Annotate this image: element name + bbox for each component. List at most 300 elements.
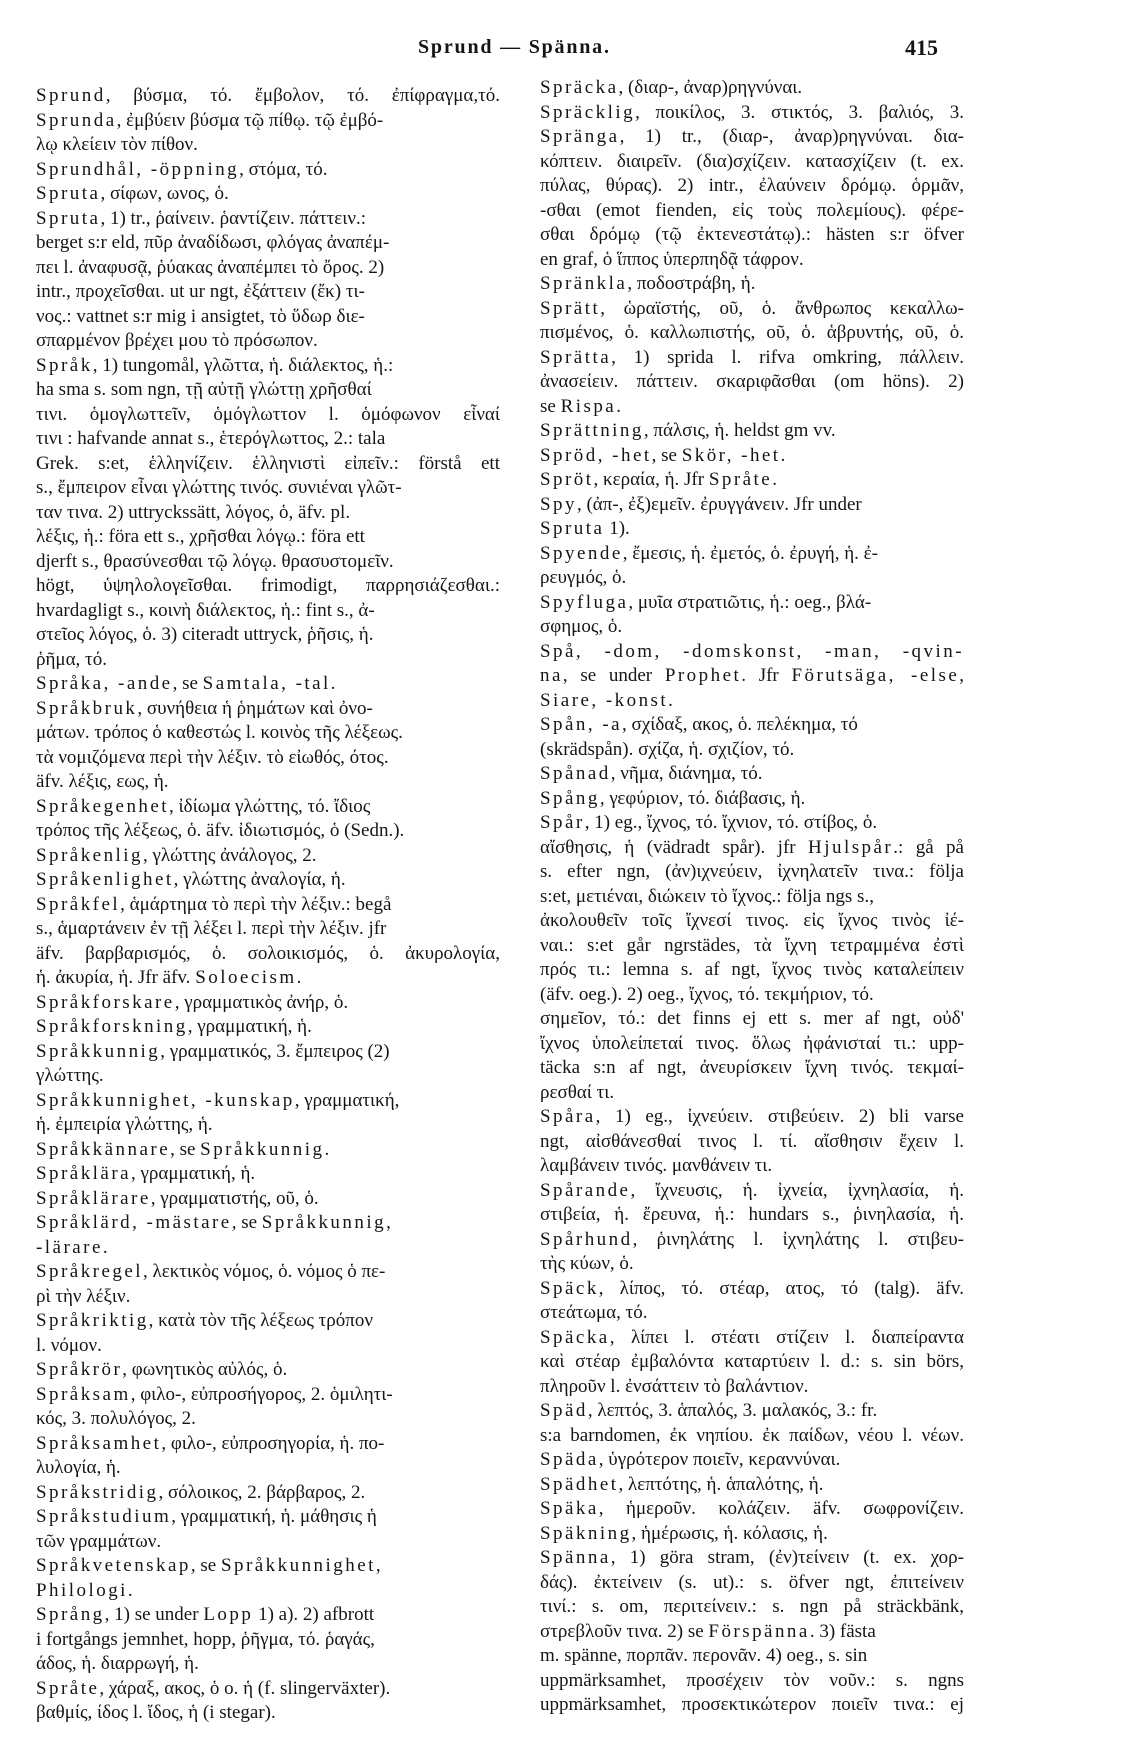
entry-line	[36, 868, 500, 893]
line-text: λέξις, ἡ.: föra ett s., χρῆσθαι λόγῳ.: föra ett	[36, 526, 365, 547]
entry-line	[540, 689, 964, 714]
line-text: se	[540, 395, 561, 417]
headword: Språkkännare	[36, 1138, 171, 1160]
line-text: s., ἔμπειρον εἶναι γλώττης τινός. συνιέναι γλῶτ-	[36, 477, 402, 498]
line-text: en graf, ὁ ἵππος ὑπερπηδᾷ τάφρον.	[540, 248, 804, 270]
line-text: .	[616, 395, 621, 417]
entry-line	[36, 1358, 500, 1383]
entry-line	[540, 958, 964, 983]
entry-line	[540, 1375, 964, 1400]
headword: Späcka	[540, 1326, 610, 1348]
headword: Spårhund	[540, 1228, 633, 1250]
entry-line	[36, 550, 500, 575]
line-text: , κατὰ τὸν τῆς λέξεως τρόπον	[148, 1310, 373, 1331]
entry-line	[540, 321, 964, 346]
entry-line	[540, 1448, 964, 1473]
headword: Spånad	[540, 763, 611, 784]
headword: Språkkunnig	[36, 1040, 161, 1062]
entry-line	[36, 1383, 500, 1408]
entry-line	[540, 1301, 964, 1326]
line-text: , λεκτικὸς νόμος, ὁ. νόμος ὁ πε-	[143, 1261, 386, 1282]
line-text: , γεφύριον, τό. διάβασις, ἡ.	[599, 787, 806, 809]
line-text: , μυῖα στρατιῶτις, ἡ.: oeg., βλά-	[628, 591, 872, 613]
entry-line	[540, 395, 964, 420]
headword: Språkkunnig	[200, 1138, 325, 1160]
entry-line	[540, 1007, 964, 1032]
line-text: , λίπος, τό. στέαρ, ατος, τό (talg). äfv.	[598, 1277, 964, 1299]
line-text: , ἁμάρτημα τὸ περὶ τὴν λέξιν.: begå	[120, 893, 392, 915]
entry-line	[36, 525, 500, 550]
line-text: , ἡμεροῦν. κολάζειν. äfv. σωφρονίζειν.	[598, 1498, 964, 1519]
entry-line	[36, 1236, 500, 1261]
entry-line	[540, 836, 964, 861]
line-text: , σχίδαξ, ακος, ὁ. πελέκημα, τό	[622, 714, 858, 735]
line-text: .	[772, 469, 777, 490]
entry-line	[36, 158, 500, 183]
line-text: , se	[190, 1555, 221, 1576]
line-text: τινι. ὁμογλωττεῖν, ὁμόγλωττον l. ὁμόφωνον εἶναί	[36, 403, 500, 425]
headword: Språkstudium	[36, 1506, 172, 1527]
line-text: högt, ὑψηλολογεῖσθαι. frimodigt, παρρησιάζεσθαι.:	[36, 575, 500, 596]
entry-line	[36, 844, 500, 869]
line-text: s:a barndomen, ἐκ νηπίου. ἐκ παίδων, νέου l. νέων.	[540, 1424, 964, 1446]
headword: Späkning	[540, 1522, 632, 1544]
entry-line	[36, 1677, 500, 1702]
entry-line	[540, 272, 964, 297]
entry-line	[36, 1628, 500, 1653]
entry-line	[36, 623, 500, 648]
line-text: πύλας, θύρας). 2) intr., ἐλαύνειν δρόμῳ. ὁρμᾶν,	[540, 175, 964, 196]
line-text: , κεραία, ἡ. Jfr	[593, 469, 709, 490]
line-text: ρεσθαί τι.	[540, 1081, 615, 1103]
line-text: στρεβλοῦν τινα. 2) se	[540, 1620, 709, 1642]
entry-line	[540, 860, 964, 885]
line-text: i fortgångs jemnhet, hopp, ῥῆγμα, τό. ῥαγάς,	[36, 1628, 375, 1650]
line-text: δάς). ἐκτείνειν (s. ut).: s. öfver ngt, ἐπιτείνειν	[540, 1571, 964, 1593]
line-text: .	[668, 689, 673, 711]
line-text: äfv. βαρβαρισμός, ὁ. σολοικισμός, ὁ. ἀκυρολογία,	[36, 942, 500, 964]
line-text: täcka s:n af ngt, ἀνευρίσκειν ἴχνη τινός. τεκμαί-	[540, 1057, 964, 1078]
entry-line	[540, 1522, 964, 1547]
headword: Spår	[540, 812, 585, 833]
headword: Språk	[36, 354, 93, 376]
headword: Språkregel	[36, 1261, 143, 1282]
entry-line	[540, 1105, 964, 1130]
line-text: , (ἀπ-, ἐξ)εμεῖν. ἐρυγγάνειν. Jfr under	[576, 493, 862, 515]
entry-line	[540, 346, 964, 371]
headword: Samtala, -tal	[202, 673, 331, 694]
entry-line	[36, 501, 500, 526]
line-text: , γλώττης ἀνάλογος, 2.	[143, 844, 317, 866]
headword: Sprätta	[540, 346, 612, 368]
entry-line	[36, 942, 500, 967]
headword: Språte	[708, 469, 773, 490]
line-text: ,	[386, 1212, 391, 1233]
line-text: .	[330, 673, 336, 694]
headword: Förspänna	[708, 1620, 810, 1642]
line-text: ρευγμός, ὁ.	[540, 567, 627, 588]
entry-line	[540, 738, 964, 763]
entry-line	[540, 199, 964, 224]
line-text: .	[296, 967, 302, 988]
line-text: ἡ. ἀκυρία, ἡ. Jfr äfv.	[36, 967, 196, 988]
headword: Språte	[36, 1677, 100, 1699]
entry-line	[36, 476, 500, 501]
headword: Språklärd, -mästare	[36, 1212, 232, 1233]
headword: Spräcklig	[540, 101, 636, 123]
entry-line	[540, 1277, 964, 1302]
line-text: ἡ. ἐμπειρία γλώττης, ἡ.	[36, 1114, 213, 1135]
line-text: , se	[651, 444, 682, 466]
line-text: , 1) tungomål, γλῶττα, ἡ. διάλεκτος, ἡ.:	[92, 354, 394, 376]
headword: Språkriktig	[36, 1310, 149, 1331]
line-text: τρόπος τῆς λέξεως, ὁ. äfv. ἰδιωτισμός, ὁ (Sedn.).	[36, 820, 405, 841]
entry-line	[36, 599, 500, 624]
entry-line	[540, 1228, 964, 1253]
line-text: βαθμίς, ίδος l. ἴδος, ἡ (i stegar).	[36, 1702, 276, 1723]
headword: Språkforskning	[36, 1016, 188, 1037]
line-text: -σθαι (emot fienden, εἰς τοὺς πολεμίους). φέρε-	[540, 199, 964, 221]
entry-line	[36, 917, 500, 942]
line-text: , 1) eg., ἴχνος, τό. ἴχνιον, τό. στίβος, ὁ.	[584, 812, 878, 833]
headword: Förutsäga, -else	[791, 665, 960, 686]
entry-line	[36, 182, 500, 207]
line-text: άδος, ἡ. διαρρωγή, ἡ.	[36, 1653, 199, 1674]
headword: Spräcka	[540, 77, 619, 98]
entry-line	[36, 84, 500, 109]
headword: Spyfluga	[540, 591, 629, 613]
entry-line	[36, 256, 500, 281]
entry-line	[36, 721, 500, 746]
line-text: ἴχνος ὑπολείπεταί τινος. ὅλως ἠφάνισταί τι.: upp-	[540, 1032, 964, 1054]
headword: Spröd, -het	[540, 444, 652, 466]
line-text: s., ἁμαρτάνειν ἐν τῇ λέξει l. περὶ τὴν λέξιν. jfr	[36, 918, 387, 939]
line-text: l. νόμον.	[36, 1334, 102, 1356]
entry-line	[36, 1579, 500, 1604]
entry-line	[540, 1595, 964, 1620]
line-text: ἀνασείειν. πάττειν. σκαριφᾶσθαι (om höns). 2)	[540, 371, 964, 392]
line-text: , πάλσις, ἡ. heldst gm vv.	[643, 420, 836, 441]
entry-line	[540, 468, 964, 493]
headword: Språkrör	[36, 1359, 123, 1380]
headword: Philologi	[36, 1579, 128, 1601]
headword: Språkkunnig	[261, 1212, 387, 1233]
entry-line	[36, 966, 500, 991]
line-text: σθαι δρόμῳ (τῷ ἐκτενεστάτῳ).: hästen s:r öfver	[540, 224, 964, 245]
entry-line	[540, 1620, 964, 1645]
headword: Språkkunnighet, -kunskap	[36, 1089, 295, 1111]
line-text: πληροῦν l. ἐνσάττειν τὸ βαλάντιον.	[540, 1375, 809, 1397]
line-text: ἀκολουθεῖν τοῖς ἴχνεσί τινος. εἰς ἴχνος τινὸς ἰέ-	[540, 910, 964, 931]
headword: Språklära	[36, 1163, 132, 1184]
headword: Spårande	[540, 1179, 631, 1201]
page-number: 415	[905, 35, 938, 60]
entry-line	[36, 280, 500, 305]
entry-line	[540, 811, 964, 836]
line-text: , σίφων, ωνος, ὁ.	[100, 183, 229, 204]
line-text: , νῆμα, διάνημα, τό.	[610, 763, 763, 784]
entry-line	[540, 664, 964, 689]
line-text: λαμβάνειν τινός. μανθάνειν τι.	[540, 1155, 773, 1176]
entry-line	[36, 1456, 500, 1481]
line-text: σπαρμένον βρέχει μου τὸ πρόσωπον.	[36, 330, 318, 351]
line-text: σημεῖον, τό.: det finns ej ett s. mer af ngt, οὐδ'	[540, 1008, 964, 1029]
line-text: , ἐμβύειν βύσμα τῷ πίθῳ. τῷ ἐμβό-	[116, 109, 384, 131]
entry-line	[540, 542, 964, 567]
headword: -lärare	[36, 1236, 103, 1258]
line-text: , γραμματική, ἡ. μάθησις ἡ	[171, 1506, 377, 1527]
line-text: αἴσθησις, ἡ (vädradt spår). jfr	[540, 836, 809, 858]
headword: Språkenlig	[36, 844, 144, 866]
line-text: στιβεία, ἡ. ἔρευνα, ἡ.: hundars s., ῥινηλασία, ἡ.	[540, 1204, 964, 1225]
line-text: . Jfr	[741, 665, 792, 686]
entry-line	[36, 1432, 500, 1457]
line-text: ,	[959, 665, 964, 686]
line-text: , ἰδίωμα γλώττης, τό. ἴδιος	[169, 795, 371, 817]
entry-line	[36, 991, 500, 1016]
line-text: ῥῆμα, τό.	[36, 648, 107, 670]
line-text: (skrädspån). σχίζα, ἡ. σχιζίον, τό.	[540, 738, 795, 760]
entry-line	[540, 983, 964, 1008]
line-text: , se under	[562, 665, 665, 686]
headword: Spruta	[36, 183, 101, 204]
entry-line	[36, 1064, 500, 1089]
line-text: , ἔμεσις, ἡ. ἐμετός, ὁ. ἐρυγή, ἡ. ἐ-	[622, 542, 878, 564]
line-text: , φιλο-, εὐπροσηγορία, ἡ. πο-	[161, 1432, 385, 1454]
line-text: , γραμματικός, 3. ἔμπειρος (2)	[160, 1040, 390, 1062]
entry-line	[36, 1530, 500, 1555]
entry-line	[36, 1162, 500, 1187]
headword: Spång	[540, 787, 600, 809]
entry-line	[36, 1285, 500, 1310]
running-title: Sprund — Spänna.	[418, 36, 611, 58]
line-text: , 1) tr., ῥαίνειν. ῥαντίζειν. πάττειν.:	[100, 207, 366, 229]
headword: Späka	[540, 1498, 599, 1519]
entry-line	[540, 248, 964, 273]
line-text: , ποδοστράβη, ἡ.	[627, 273, 756, 294]
entry-line	[540, 101, 964, 126]
headword: Sprättning	[540, 420, 644, 441]
line-text: , γραμματιστής, οῦ, ὁ.	[150, 1187, 319, 1209]
line-text: , 1) göra stram, (ἐν)τείνειν (t. ex. χορ-	[610, 1547, 964, 1568]
line-text: 1) a). 2) afbrott	[253, 1604, 375, 1625]
line-text: , γραμματικὸς ἀνήρ, ὁ.	[174, 991, 349, 1013]
entry-line	[540, 1546, 964, 1571]
line-text: , συνήθεια ἡ ῥημάτων καὶ ὀνο-	[137, 697, 373, 719]
line-text: (äfv. oeg.). 2) oeg., ἴχνος, τό. τεκμήριον, τό.	[540, 983, 874, 1005]
line-text: , ἡμέρωσις, ἡ. κόλασις, ἡ.	[631, 1522, 828, 1544]
right-column	[540, 76, 964, 1718]
line-text: , 1) tr., (διαρ-, ἀναρ)ρηγνύναι. δια-	[619, 126, 964, 147]
headword: Språkforskare	[36, 991, 175, 1013]
line-text: uppmärksamhet, προσεκτικώτερον ποιεῖν τινα.: ej	[540, 1694, 964, 1715]
line-text: , χάραξ, ακος, ὁ o. ἡ (f. slingerväxter).	[99, 1677, 391, 1699]
entry-line	[36, 207, 500, 232]
line-text: , φιλο-, εὐπροσήγορος, 2. ὁμιλητι-	[130, 1383, 393, 1405]
entry-line	[540, 934, 964, 959]
entry-line	[540, 76, 964, 101]
line-text: τὰ νομιζόμενα περὶ τὴν λέξιν. τὸ εἰωθός, ότος.	[36, 746, 389, 768]
line-text: , γλώττης ἀναλογία, ἡ.	[173, 869, 346, 890]
headword: Språkstridig	[36, 1481, 159, 1503]
line-text: .	[102, 1236, 108, 1258]
line-text: ha sma s. som ngn, τῇ αὐτῇ γλώττῃ χρῆσθαί	[36, 379, 372, 400]
line-text: , στόμα, τό.	[239, 158, 328, 180]
headword: Siare, -konst	[540, 689, 669, 711]
entry-line	[36, 893, 500, 918]
line-text: Grek. s:et, ἑλληνίζειν. ἑλληνιστὶ εἰπεῖν.: förstå ett	[36, 452, 500, 474]
headword: Språklärare	[36, 1187, 151, 1209]
line-text: , σόλοικος, 2. βάρβαρος, 2.	[158, 1481, 366, 1503]
line-text: .	[127, 1579, 133, 1601]
headword: Lopp	[203, 1604, 254, 1625]
headword: Spå, -dom, -domskonst, -man, -qvin-	[540, 640, 964, 662]
line-text: , ὡραϊστής, οῦ, ὁ. ἄνθρωπος κεκαλλω-	[600, 297, 964, 319]
line-text: πρός τι.: lemna s. af ngt, ἴχνος τινὸς καταλείπειν	[540, 959, 964, 980]
headword: Soloecism	[195, 967, 297, 988]
entry-line	[540, 909, 964, 934]
headword: Hjulspår	[808, 836, 894, 858]
line-text: s:et, μετιέναι, διώκειν τὸ ἴχνος.: följa ngs s.,	[540, 885, 874, 907]
line-text: , γραμματική, ἡ.	[131, 1163, 256, 1184]
headword: Spån, -a	[540, 714, 623, 735]
entry-line	[36, 305, 500, 330]
line-text: 1).	[604, 518, 630, 539]
headword: Spänna	[540, 1547, 611, 1568]
entry-line	[36, 574, 500, 599]
entry-line	[36, 1309, 500, 1334]
entry-line	[540, 1056, 964, 1081]
entry-line	[540, 566, 964, 591]
line-text: ,	[375, 1555, 381, 1576]
line-text: , se	[231, 1212, 262, 1233]
entry-line	[540, 1179, 964, 1204]
line-text: τὴς κύων, ὁ.	[540, 1253, 634, 1274]
line-text: , λίπει l. στέατι στίζειν l. διαπείραντα	[609, 1326, 964, 1348]
line-text: , γραμματική, ἡ.	[187, 1016, 312, 1037]
headword: Språkegenhet	[36, 795, 170, 817]
line-text: .	[780, 444, 786, 466]
entry-line	[36, 427, 500, 452]
entry-line	[540, 885, 964, 910]
entry-line	[36, 231, 500, 256]
entry-line	[36, 1015, 500, 1040]
headword: Sprund	[36, 85, 106, 106]
line-text: intr., προχεῖσθαι. ut ur ngt, ἐξάττειν (ἔκ) τι-	[36, 281, 365, 302]
entry-line	[36, 1701, 500, 1726]
headword: Spränkla	[540, 273, 628, 294]
entry-line	[36, 746, 500, 771]
entry-line	[540, 1252, 964, 1277]
line-text: γλώττης.	[36, 1065, 104, 1086]
entry-line	[36, 1089, 500, 1114]
line-text: , λεπτότης, ἡ. ἁπαλότης, ἡ.	[618, 1473, 824, 1495]
line-text: ναι.: s:et går ngrstädes, τὰ ἴχνη τετραμμένα ἐστὶ	[540, 934, 964, 956]
entry-line	[36, 452, 500, 477]
headword: Spädhet	[540, 1473, 619, 1495]
entry-line	[36, 354, 500, 379]
headword: Spruta	[540, 518, 605, 539]
line-text: ρὶ τὴν λέξιν.	[36, 1285, 131, 1307]
line-text: , ἴχνευσις, ἡ. ἰχνεία, ἰχνηλασία, ἡ.	[630, 1179, 964, 1201]
line-text: στεάτωμα, τό.	[540, 1302, 648, 1323]
entry-line	[36, 403, 500, 428]
line-text: , se	[172, 673, 203, 694]
line-text: μάτων. τρόπος ὁ καθεστώς l. κοινὸς τῆς λέξεως.	[36, 722, 403, 743]
headword: Språksamhet	[36, 1432, 162, 1454]
line-text: äfv. λέξις, εως, ἡ.	[36, 771, 169, 792]
line-text: καὶ στέαρ ἐμβαλόντα καταρτύειν l. d.: s. sin börs,	[540, 1351, 964, 1372]
entry-line	[540, 713, 964, 738]
line-text: , (διαρ-, ἀναρ)ρηγνύναι.	[618, 77, 803, 98]
line-text: .	[324, 1138, 330, 1160]
entry-line	[36, 648, 500, 673]
entry-line	[36, 819, 500, 844]
headword: Språksam	[36, 1383, 131, 1405]
entry-line	[540, 1497, 964, 1522]
entry-line	[36, 1187, 500, 1212]
headword: Rispa	[560, 395, 617, 417]
entry-line	[36, 1652, 500, 1677]
line-text: , γραμματική,	[294, 1089, 400, 1111]
headword: Späda	[540, 1449, 599, 1470]
line-text: τῶν γραμμάτων.	[36, 1530, 162, 1552]
line-text: πει l. ἀναφυσᾷ, ῥύακας ἀναπέμπει τὸ ὄρος. 2)	[36, 256, 385, 278]
headword: Prophet	[664, 665, 742, 686]
headword: Spyende	[540, 542, 623, 564]
left-column	[36, 84, 500, 1726]
entry-line	[36, 770, 500, 795]
line-text: στεῖος λόγος, ὁ. 3) citeradt uttryck, ῥῆσις, ἡ.	[36, 624, 374, 645]
headword: Språkkunnighet	[220, 1555, 376, 1576]
entry-line	[540, 1130, 964, 1155]
entry-line	[540, 174, 964, 199]
line-text: .: gå på	[893, 836, 964, 858]
headword: Spruta	[36, 207, 101, 229]
entry-line	[36, 672, 500, 697]
line-text: κός, 3. πολυλόγος, 2.	[36, 1408, 196, 1429]
entry-line	[540, 150, 964, 175]
entry-line	[540, 297, 964, 322]
line-text: hvardagligt s., κοινὴ διάλεκτος, ἡ.: fint s., ἀ-	[36, 599, 375, 621]
entry-line	[36, 1334, 500, 1359]
entry-line	[36, 1260, 500, 1285]
entry-line	[36, 1211, 500, 1236]
entry-line	[540, 444, 964, 469]
headword: Spränga	[540, 126, 620, 147]
entry-line	[540, 419, 964, 444]
entry-line	[540, 125, 964, 150]
line-text: ngt, αἰσθάνεσθαί τινος l. τί. αἴσθησιν ἔχειν l.	[540, 1130, 964, 1152]
line-text: τινι : hafvande annat s., ἑτερόγλωττος, 2.: tala	[36, 428, 386, 449]
entry-line	[36, 697, 500, 722]
entry-line	[540, 493, 964, 518]
headword: Späck	[540, 1277, 599, 1299]
headword: Spröt	[540, 469, 594, 490]
entry-line	[540, 640, 964, 665]
entry-line	[540, 1326, 964, 1351]
headword: Språkbruk	[36, 697, 138, 719]
entry-line	[540, 1032, 964, 1057]
line-text: νος.: vattnet s:r mig i ansigtet, τὸ ὕδωρ διε-	[36, 305, 365, 327]
line-text: τινί.: s. om, περιτείνειν.: s. ngn på sträckbänk,	[540, 1596, 964, 1617]
headword: Språkvetenskap	[36, 1555, 191, 1576]
entry-line	[36, 795, 500, 820]
line-text: , φωνητικὸς αὐλός, ὁ.	[122, 1359, 288, 1380]
headword: Språkfel	[36, 893, 121, 915]
line-text: , ποικίλος, 3. στικτός, 3. βαλιός, 3.	[635, 101, 964, 123]
entry-line	[36, 329, 500, 354]
